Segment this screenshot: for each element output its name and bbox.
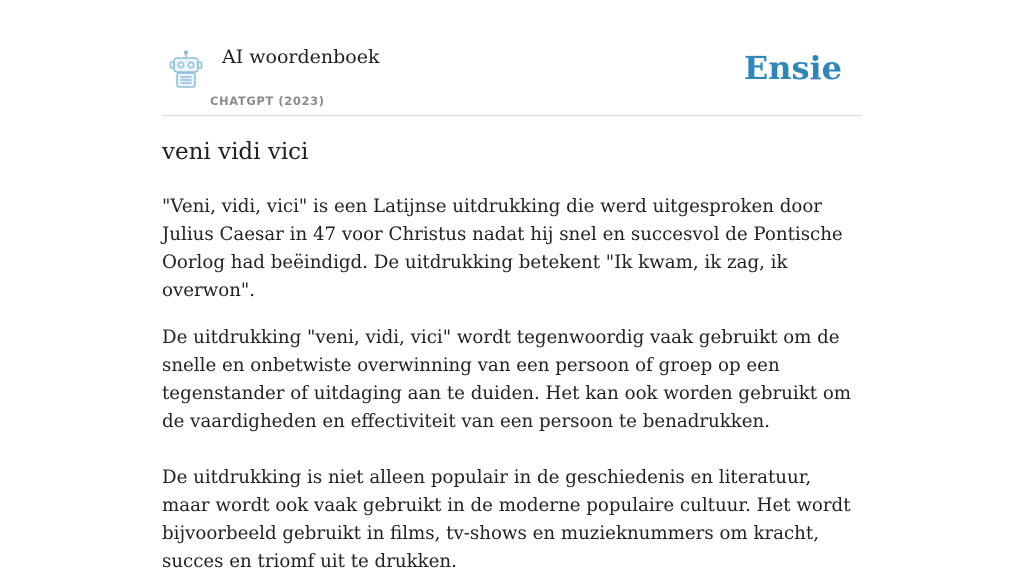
definition-paragraph: De uitdrukking "veni, vidi, vici" wordt tegenwoordig vaak gebruikt om de snelle en onbetwiste overwinning van een persoon of groep op een tegenstander of uitdaging aan te duiden. Het kan ook worden gebruikt om de vaardigheden en effectiviteit van een persoon te benadrukken. [162,327,852,432]
source-title[interactable]: AI woordenboek [222,46,380,68]
definition-paragraph: "Veni, vidi, vici" is een Latijnse uitdrukking die werd uitgesproken door Julius Caesar in 47 voor Christus nadat hij snel en succesvol de Pontische Oorlog had beëindigd. De uitdrukking betekent "Ik kwam, ik zag, ik overwon". [162,196,843,301]
entry-definition [162,193,862,576]
robot-icon [166,50,206,90]
definition-paragraph: De uitdrukking is niet alleen populair in de geschiedenis en literatuur, maar wordt ook vaak gebruikt in de moderne populaire cultuur. Het wordt bijvoorbeeld gebruikt in films, tv-shows en muzieknummers om kracht, succes en triomf uit te drukken. [162,467,851,572]
source-header [162,0,862,116]
entry-term: veni vidi vici [162,139,309,165]
brand-logo[interactable]: Ensie [743,49,842,87]
source-subtitle: CHATGPT (2023) [210,94,325,108]
